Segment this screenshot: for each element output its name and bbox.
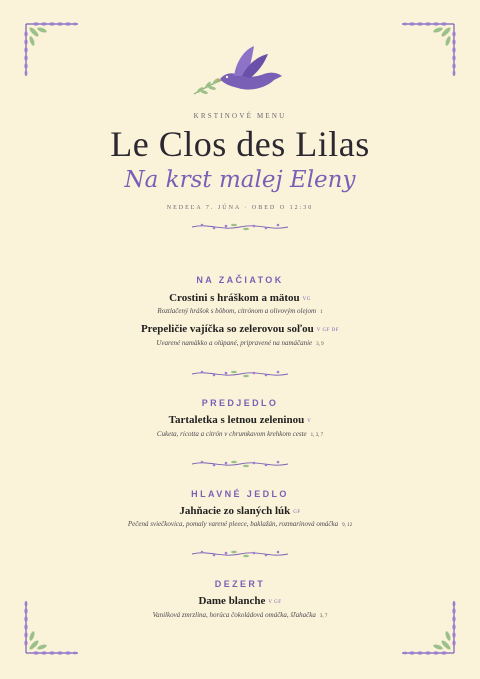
section-heading: PREDJEDLO bbox=[201, 398, 279, 408]
dish-name: Crostini s hráškom a mätou bbox=[169, 292, 300, 304]
lavender-sprig-icon bbox=[22, 20, 82, 80]
vine-divider-icon bbox=[190, 458, 290, 470]
vine-divider-icon bbox=[190, 221, 290, 233]
dish-desc-text: Roztlačený hrášok s bôbom, citrónom a olivovým olejom bbox=[157, 307, 317, 315]
allergen-codes: 9, 12 bbox=[342, 523, 353, 528]
diet-tag: V GF bbox=[268, 600, 282, 605]
diet-tag: GF bbox=[293, 510, 301, 515]
section-heading: HLAVNÉ JEDLO bbox=[191, 489, 289, 499]
dish-description bbox=[0, 430, 480, 438]
dish-item bbox=[0, 595, 480, 607]
allergen-codes: 3, 7 bbox=[319, 614, 328, 619]
allergen-codes: 1 bbox=[320, 310, 323, 315]
page-subtitle: Na krst malej Eleny bbox=[124, 167, 356, 193]
menu-eyebrow: KRSTINOVÉ MENU bbox=[193, 112, 287, 120]
dish-description bbox=[0, 520, 480, 528]
dish-item bbox=[0, 292, 480, 304]
dish-name: Dame blanche bbox=[198, 595, 266, 607]
dish-desc-text: Vanilková zmrzlina, horúca čokoládová omáčka, šľahačka bbox=[152, 611, 316, 619]
dish-description bbox=[0, 307, 480, 315]
dish-desc-text: Pečená sviečkovica, pomaly varené pleece, baklažán, rozmarínová omáčka bbox=[127, 520, 339, 528]
dish-name: Jahňacie zo slaných lúk bbox=[179, 505, 291, 517]
dish-desc-text: Cuketa, ricotta a citrón v chrumkavom krehkom ceste bbox=[156, 430, 307, 438]
dish-description bbox=[0, 339, 480, 347]
dish-item bbox=[0, 323, 480, 335]
diet-tag: V bbox=[307, 419, 312, 424]
event-date: NEDEĽA 7. JÚNA · OBED O 12:30 bbox=[166, 205, 314, 211]
allergen-codes: 1, 3, 7 bbox=[310, 433, 324, 438]
dish-item bbox=[0, 414, 480, 426]
dish-item bbox=[0, 505, 480, 517]
dove-icon bbox=[190, 44, 290, 102]
vine-divider-icon bbox=[190, 548, 290, 560]
section-heading: DEZERT bbox=[214, 579, 266, 589]
allergen-codes: 3, 9 bbox=[316, 342, 324, 347]
page-title: Le Clos des Lilas bbox=[110, 124, 370, 164]
section-heading: NA ZAČIATOK bbox=[196, 275, 284, 285]
dish-name: Prepeličie vajíčka so zelerovou soľou bbox=[140, 323, 314, 335]
diet-tag: VG bbox=[302, 297, 311, 302]
dish-description bbox=[0, 611, 480, 619]
dish-name: Tartaletka s letnou zeleninou bbox=[168, 414, 305, 426]
diet-tag: V GF DF bbox=[316, 328, 340, 333]
dish-desc-text: Uvarené namäkko a olúpané, pripravené na namáčanie bbox=[156, 339, 313, 347]
lavender-sprig-icon bbox=[398, 20, 458, 80]
vine-divider-icon bbox=[190, 368, 290, 380]
